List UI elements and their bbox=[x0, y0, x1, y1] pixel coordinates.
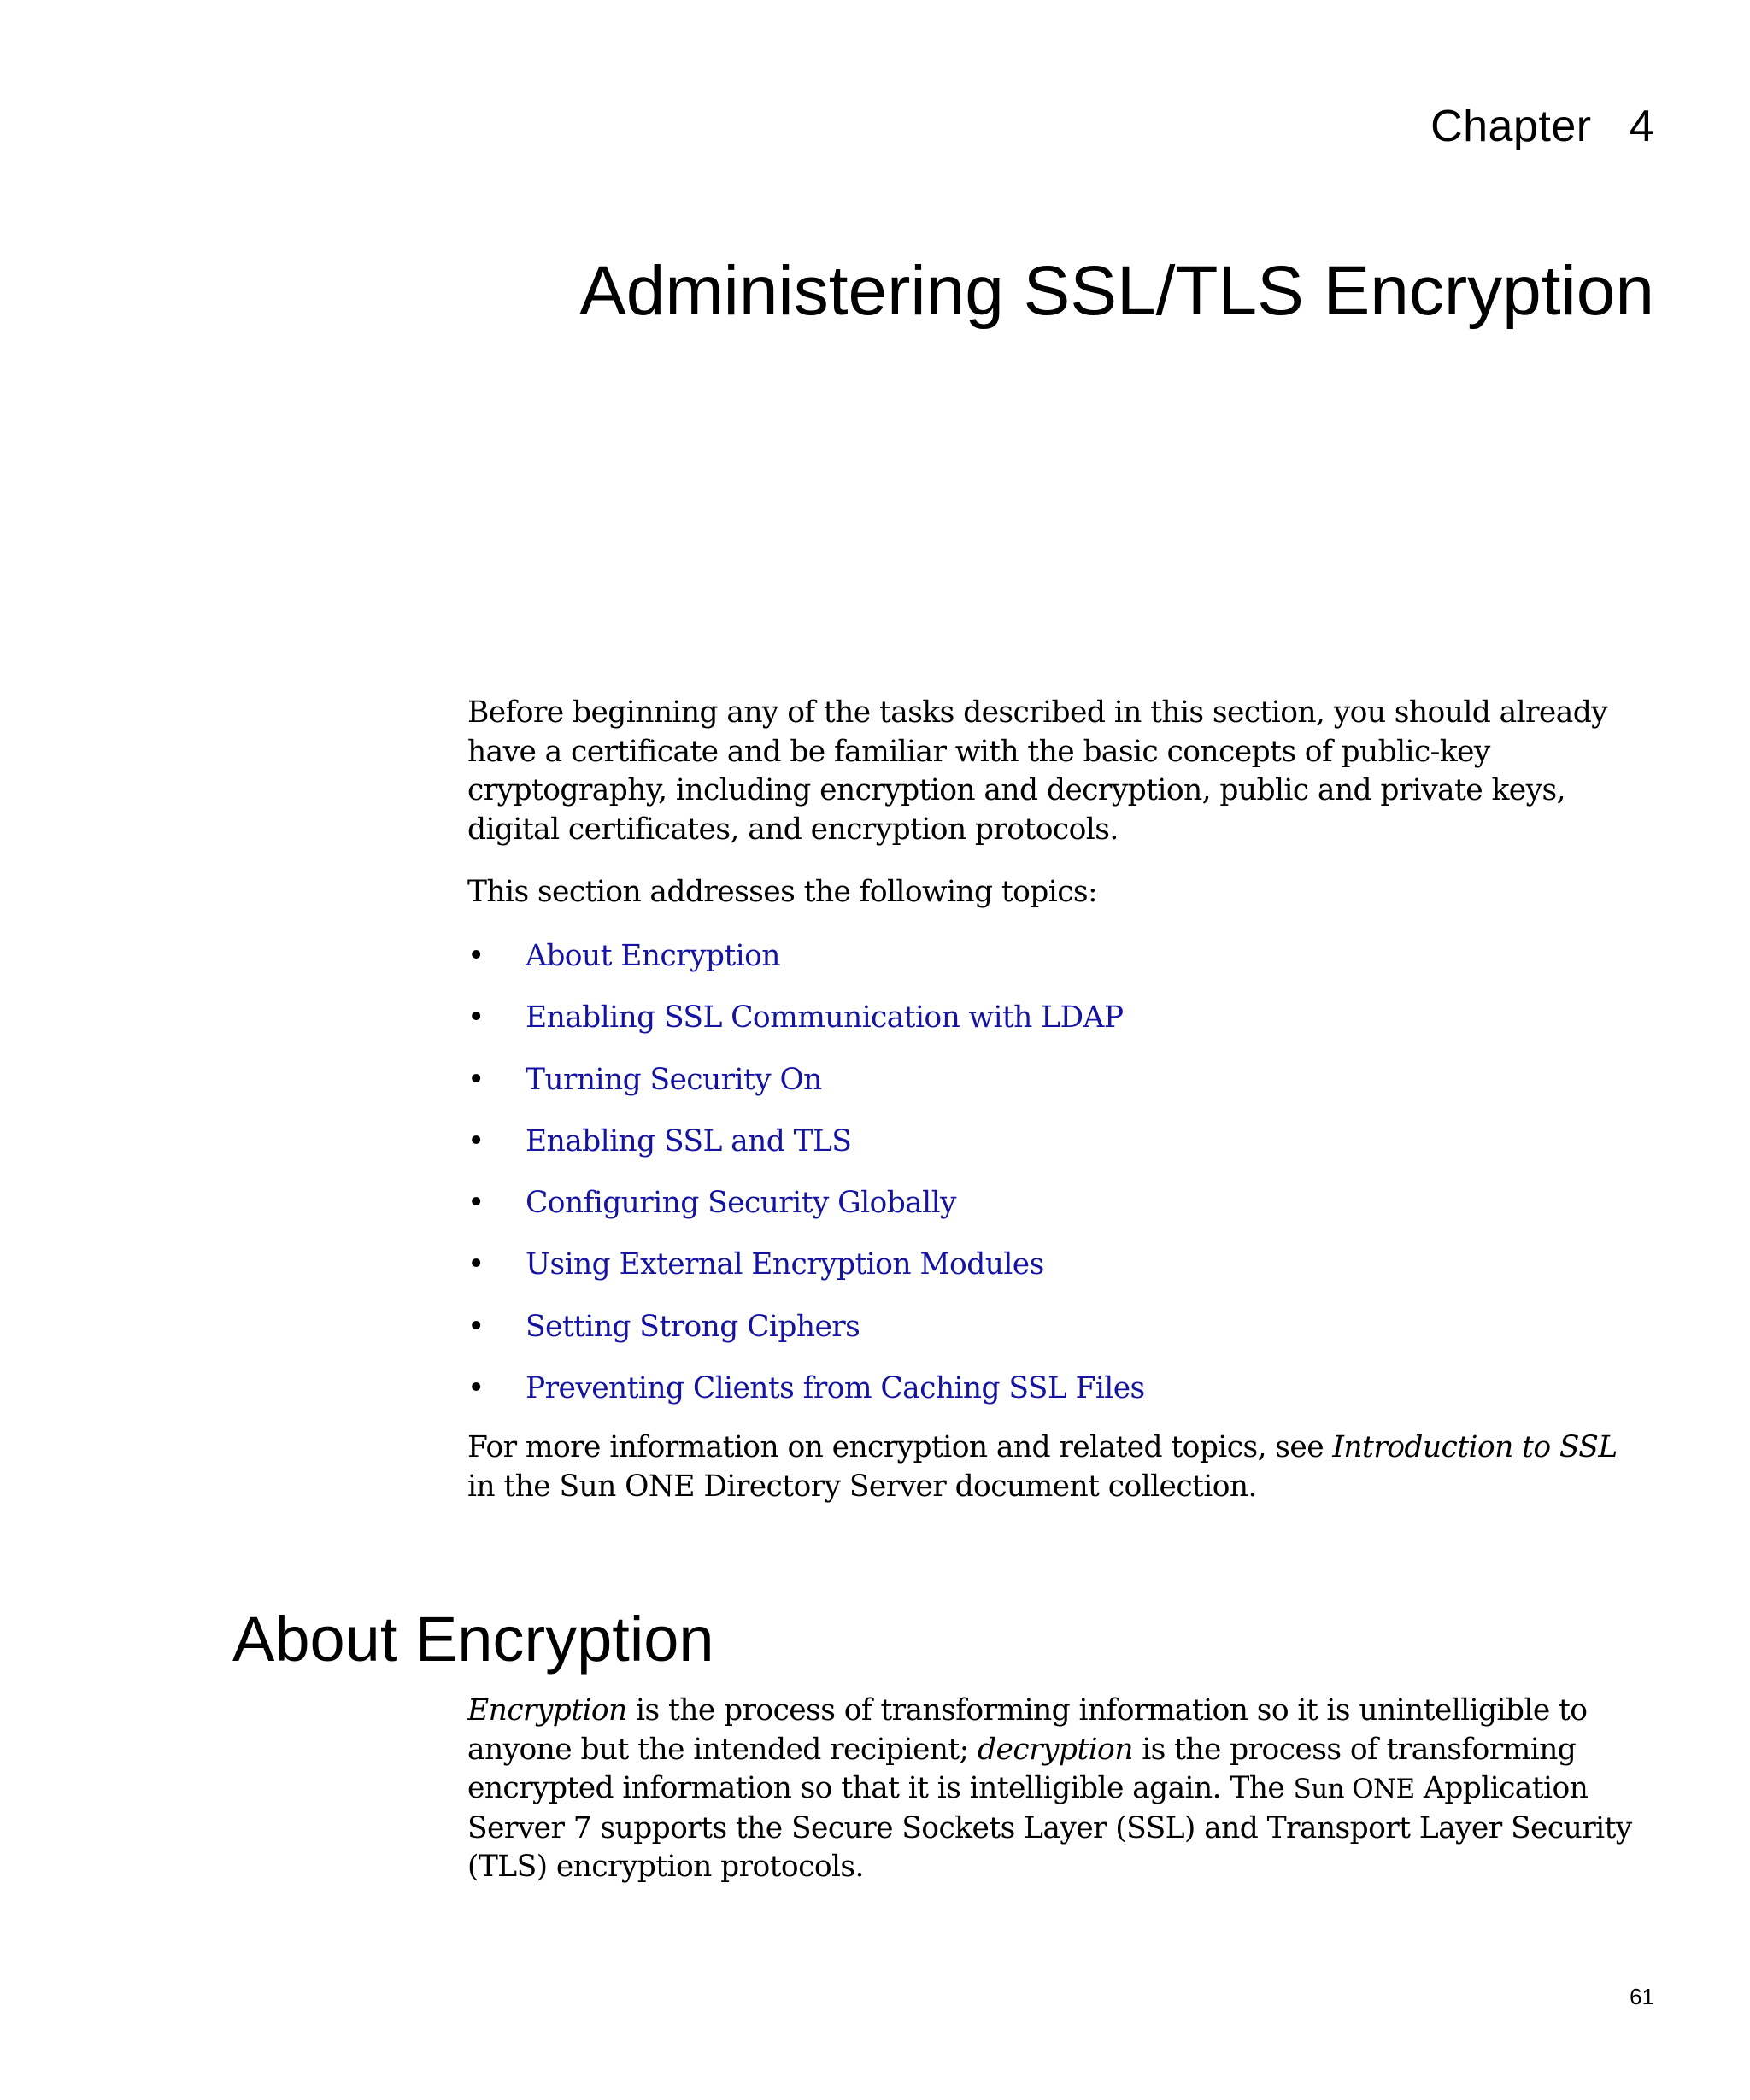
bullet-icon: • bbox=[467, 1371, 484, 1406]
bullet-icon: • bbox=[467, 1123, 484, 1159]
link-about-encryption[interactable]: About Encryption bbox=[526, 939, 780, 973]
page-number: 61 bbox=[1630, 1984, 1654, 2009]
link-preventing-clients-from-caching-ssl-files[interactable]: Preventing Clients from Caching SSL Files bbox=[526, 1371, 1145, 1406]
term-encryption: Encryption bbox=[467, 1693, 627, 1728]
product-name: Sun ONE bbox=[1293, 1774, 1415, 1804]
term-decryption: decryption bbox=[978, 1732, 1133, 1767]
more-info-text bbox=[467, 1428, 1638, 1506]
section-text-3: Application Server 7 supports the Secure Sockets Layer (SSL) and Transport Layer Security (TLS) encryption protocols. bbox=[467, 1771, 1632, 1884]
more-info-after: in the Sun ONE Directory Server document collection. bbox=[467, 1469, 1257, 1504]
bullet-icon: • bbox=[467, 1000, 484, 1035]
link-setting-strong-ciphers[interactable]: Setting Strong Ciphers bbox=[526, 1309, 860, 1344]
topics-lead-text: This section addresses the following topics: bbox=[467, 875, 1098, 909]
bullet-icon: • bbox=[467, 1186, 484, 1221]
link-turning-security-on[interactable]: Turning Security On bbox=[526, 1062, 822, 1097]
chapter-number: 4 bbox=[1629, 102, 1654, 151]
section-heading-about-encryption: About Encryption bbox=[232, 1604, 714, 1675]
bullet-icon: • bbox=[467, 939, 484, 973]
bullet-icon: • bbox=[467, 1309, 484, 1344]
section-text-2: is the process of transforming encrypted information so that it is intelligible again. The bbox=[467, 1732, 1577, 1805]
intro-paragraph bbox=[467, 694, 1638, 849]
section-text-1: is the process of transforming information so it is unintelligible to anyone but the intended recipient; bbox=[467, 1693, 1588, 1767]
bullet-icon: • bbox=[467, 1062, 484, 1097]
link-using-external-encryption-modules[interactable]: Using External Encryption Modules bbox=[526, 1247, 1044, 1282]
more-info-emphasis: Introduction to SSL bbox=[1332, 1430, 1618, 1464]
link-enabling-ssl-communication-with-ldap[interactable]: Enabling SSL Communication with LDAP bbox=[526, 1000, 1124, 1035]
section-paragraph bbox=[467, 1692, 1638, 1887]
topics-lead bbox=[467, 873, 1638, 912]
chapter-label-text: Chapter bbox=[1430, 102, 1592, 151]
chapter-title: Administering SSL/TLS Encryption bbox=[579, 252, 1654, 330]
chapter-label bbox=[1430, 101, 1654, 152]
bullet-icon: • bbox=[467, 1247, 484, 1282]
more-info-before: For more information on encryption and related topics, see bbox=[467, 1430, 1333, 1464]
link-enabling-ssl-and-tls[interactable]: Enabling SSL and TLS bbox=[526, 1123, 852, 1159]
intro-paragraph-text: Before beginning any of the tasks described in this section, you should already have a certificate and be familiar with the basic concepts of public-key cryptography, including encryption and decryption, public and private keys, digital certificates, and encryption protocols. bbox=[467, 695, 1608, 847]
section-paragraph-text bbox=[467, 1692, 1638, 1887]
more-info-paragraph bbox=[467, 1428, 1638, 1506]
link-configuring-security-globally[interactable]: Configuring Security Globally bbox=[526, 1186, 956, 1221]
